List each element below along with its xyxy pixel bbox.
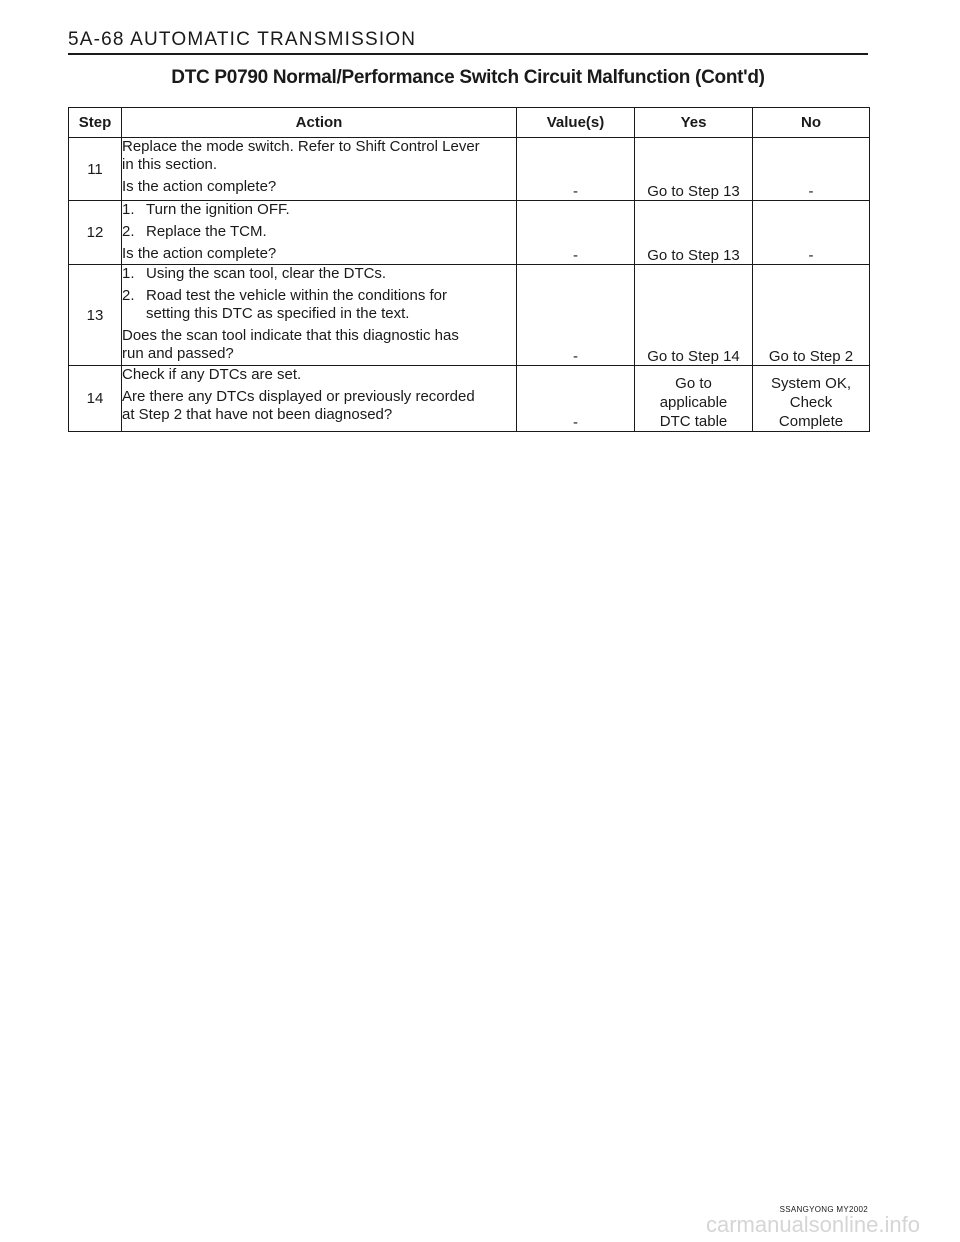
header-rule xyxy=(68,53,868,55)
diagnostic-table xyxy=(68,107,870,432)
no-line: Complete xyxy=(778,413,844,430)
table-row xyxy=(69,366,870,432)
step-cell: 12 xyxy=(69,201,122,265)
action-line: Check if any DTCs are set. xyxy=(122,366,302,383)
yes-line: Go to xyxy=(675,375,712,392)
item-number: 1. xyxy=(122,265,135,282)
yes-cell: Go to Step 13 xyxy=(635,201,753,265)
step-cell: 11 xyxy=(69,138,122,201)
yes-cell: Go to Step 14 xyxy=(635,265,753,366)
action-line: at Step 2 that have not been diagnosed? xyxy=(122,406,393,423)
item-text-line: setting this DTC as specified in the text. xyxy=(146,305,410,322)
action-cell xyxy=(122,265,517,366)
action-cell xyxy=(122,201,517,265)
yes-cell: Go to Step 13 xyxy=(635,138,753,201)
action-line: Is the action complete? xyxy=(122,245,277,262)
no-line: System OK, xyxy=(770,375,852,392)
item-number: 1. xyxy=(122,201,135,218)
table-header-row xyxy=(69,108,870,138)
col-header-step: Step xyxy=(69,108,122,138)
col-header-values: Value(s) xyxy=(517,108,635,138)
action-numbered-item xyxy=(122,265,516,283)
action-line: Is the action complete? xyxy=(122,178,277,195)
no-line: Check xyxy=(789,394,833,411)
item-text: Replace the TCM. xyxy=(146,223,267,240)
col-header-action: Action xyxy=(122,108,517,138)
action-numbered-item xyxy=(122,287,516,323)
action-cell xyxy=(122,366,517,432)
table-row xyxy=(69,265,870,366)
item-text: Turn the ignition OFF. xyxy=(146,201,290,218)
table-row xyxy=(69,138,870,201)
yes-cell xyxy=(635,366,753,432)
value-cell: - xyxy=(517,138,635,201)
action-line: run and passed? xyxy=(122,345,234,362)
yes-line: applicable xyxy=(659,394,728,411)
item-number: 2. xyxy=(122,287,135,304)
no-cell: - xyxy=(753,201,870,265)
no-cell: - xyxy=(753,138,870,201)
item-text-line: Road test the vehicle within the conditions for xyxy=(146,287,448,304)
col-header-no: No xyxy=(753,108,870,138)
watermark: carmanualsonline.info xyxy=(705,1212,920,1237)
item-number: 2. xyxy=(122,223,135,240)
action-line: Are there any DTCs displayed or previously recorded xyxy=(122,388,475,405)
action-numbered-item xyxy=(122,201,516,219)
value-cell: - xyxy=(517,201,635,265)
value-cell: - xyxy=(517,265,635,366)
table-row xyxy=(69,201,870,265)
col-header-yes: Yes xyxy=(635,108,753,138)
action-cell xyxy=(122,138,517,201)
step-cell: 14 xyxy=(69,366,122,432)
action-numbered-item xyxy=(122,223,516,241)
action-line: Does the scan tool indicate that this diagnostic has xyxy=(122,327,459,344)
item-text xyxy=(146,287,516,323)
no-cell: Go to Step 2 xyxy=(753,265,870,366)
action-line: in this section. xyxy=(122,156,218,173)
action-line: Replace the mode switch. Refer to Shift Control Lever xyxy=(122,138,480,155)
page-header: 5A-68 AUTOMATIC TRANSMISSION xyxy=(68,29,417,50)
page-title: DTC P0790 Normal/Performance Switch Circuit Malfunction (Cont'd) xyxy=(171,67,765,88)
yes-line: DTC table xyxy=(659,413,728,430)
no-cell xyxy=(753,366,870,432)
footer-model: SSANGYONG MY2002 xyxy=(779,1205,868,1214)
step-cell: 13 xyxy=(69,265,122,366)
item-text: Using the scan tool, clear the DTCs. xyxy=(146,265,387,282)
value-cell: - xyxy=(517,366,635,432)
